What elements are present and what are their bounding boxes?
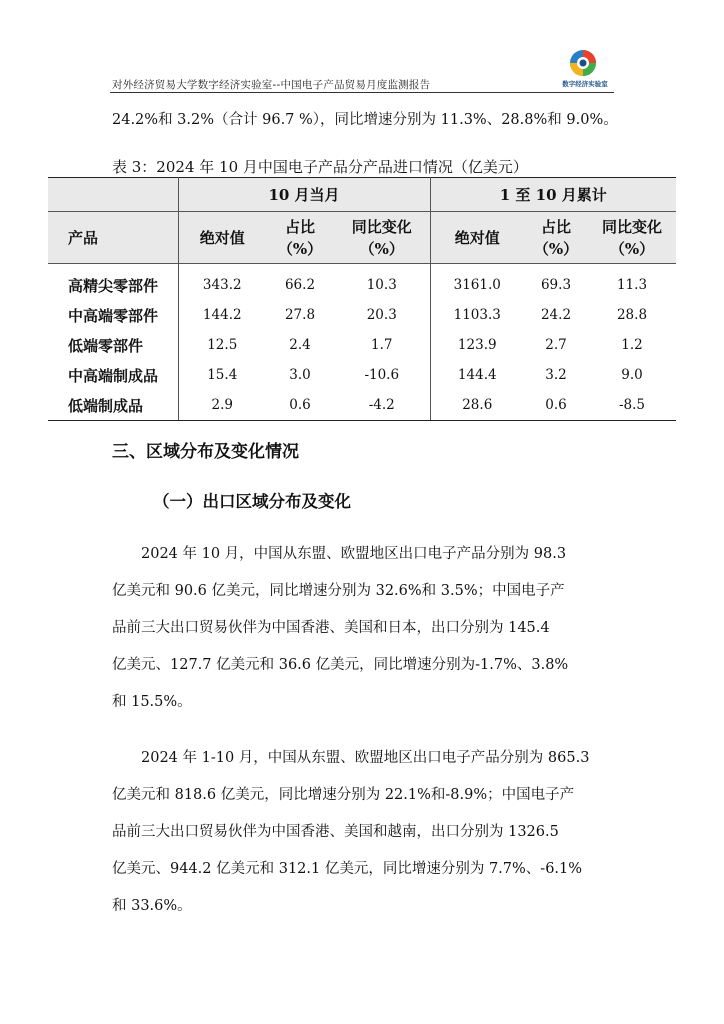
cell-cum-share: 0.6 bbox=[524, 390, 588, 421]
paragraph-line: 和 33.6%。 bbox=[112, 898, 192, 914]
paragraph-line: 亿美元、127.7 亿美元和 36.6 亿美元，同比增速分别为-1.7%、3.8% bbox=[112, 657, 569, 673]
subsection-title: （一）出口区域分布及变化 bbox=[153, 492, 351, 511]
row-product: 低端制成品 bbox=[48, 390, 178, 421]
cell-month-abs: 15.4 bbox=[207, 367, 238, 383]
cell-month-abs: 343.2 bbox=[202, 277, 242, 293]
cell-cum-yoy: 28.8 bbox=[616, 307, 648, 323]
cell-month-yoy: 1.7 bbox=[334, 330, 430, 360]
col-month-share: 占比 （%） bbox=[266, 212, 334, 264]
cell-month-abs: 12.5 bbox=[207, 337, 238, 353]
row-product: 中高端零部件 bbox=[48, 300, 178, 330]
cell-cum-abs: 144.4 bbox=[457, 367, 497, 383]
report-header: 对外经济贸易大学数字经济实验室--中国电子产品贸易月度监测报告 bbox=[112, 79, 431, 91]
cell-month-yoy: -4.2 bbox=[334, 390, 430, 421]
cell-cum-share: 3.2 bbox=[545, 367, 567, 383]
logo-text: 数字经济实验室 bbox=[562, 80, 608, 88]
paragraph-line: 亿美元和 90.6 亿美元，同比增速分别为 32.6%和 3.5%；中国电子产 bbox=[112, 583, 565, 599]
paragraph-line: 品前三大出口贸易伙伴为中国香港、美国和越南，出口分别为 1326.5 bbox=[112, 824, 559, 840]
table-row bbox=[48, 264, 676, 301]
header-month: 10 月当月 bbox=[178, 178, 430, 212]
row-product: 低端零部件 bbox=[48, 330, 178, 360]
paragraph-line: 2024 年 10 月，中国从东盟、欧盟地区出口电子产品分别为 98.3 bbox=[112, 546, 567, 562]
section-title: 三、区域分布及变化情况 bbox=[112, 442, 299, 462]
col-cum-abs: 绝对值 bbox=[430, 212, 524, 264]
cell-cum-yoy: 9.0 bbox=[621, 367, 643, 383]
cell-month-share: 2.4 bbox=[289, 337, 311, 353]
cell-cum-yoy: 1.2 bbox=[621, 337, 643, 353]
logo-globe-icon bbox=[568, 48, 598, 78]
col-month-yoy: 同比变化 （%） bbox=[334, 212, 430, 264]
cell-cum-share: 2.7 bbox=[545, 337, 567, 353]
cell-cum-abs: 1103.3 bbox=[453, 307, 501, 323]
paragraph-line: 和 15.5%。 bbox=[112, 694, 192, 710]
cell-month-yoy: 20.3 bbox=[334, 300, 430, 330]
cell-month-abs: 144.2 bbox=[202, 307, 242, 323]
paragraph-line: 亿美元和 818.6 亿美元，同比增速分别为 22.1%和-8.9%；中国电子产 bbox=[112, 787, 575, 803]
paragraph-line: 2024 年 1-10 月，中国从东盟、欧盟地区出口电子产品分别为 865.3 bbox=[112, 750, 590, 766]
col-product: 产品 bbox=[48, 212, 178, 264]
col-cum-share: 占比 （%） bbox=[524, 212, 588, 264]
cell-month-share: 66.2 bbox=[284, 277, 316, 293]
header-cumulative: 1 至 10 月累计 bbox=[430, 178, 676, 212]
intro-line: 24.2%和 3.2%（合计 96.7 %），同比增速分别为 11.3%、28.8%和 9.0%。 bbox=[112, 112, 618, 128]
col-month-abs: 绝对值 bbox=[178, 212, 266, 264]
header-blank-cell bbox=[48, 178, 178, 212]
cell-cum-share: 24.2 bbox=[540, 307, 572, 323]
cell-month-abs: 2.9 bbox=[178, 390, 266, 421]
cell-month-yoy: 10.3 bbox=[334, 264, 430, 301]
cell-cum-share: 69.3 bbox=[540, 277, 572, 293]
table-caption: 表 3：2024 年 10 月中国电子产品分产品进口情况（亿美元） bbox=[112, 158, 528, 176]
cell-month-yoy: -10.6 bbox=[334, 360, 430, 390]
cell-cum-yoy: 11.3 bbox=[616, 277, 648, 293]
cell-cum-abs: 123.9 bbox=[457, 337, 497, 353]
table-row bbox=[48, 330, 676, 360]
table-row bbox=[48, 390, 676, 421]
cell-month-share: 3.0 bbox=[289, 367, 311, 383]
cell-month-share: 0.6 bbox=[266, 390, 334, 421]
row-product: 中高端制成品 bbox=[48, 360, 178, 390]
cell-cum-abs: 3161.0 bbox=[453, 277, 501, 293]
table-group-header-row bbox=[48, 178, 676, 212]
import-table bbox=[48, 177, 676, 421]
table-row bbox=[48, 360, 676, 390]
paragraph-line: 品前三大出口贸易伙伴为中国香港、美国和日本，出口分别为 145.4 bbox=[112, 620, 550, 636]
cell-cum-abs: 28.6 bbox=[430, 390, 524, 421]
row-product: 高精尖零部件 bbox=[48, 264, 178, 301]
col-cum-yoy: 同比变化 （%） bbox=[588, 212, 676, 264]
header-divider bbox=[110, 92, 614, 93]
table-row bbox=[48, 300, 676, 330]
paragraph-line: 亿美元、944.2 亿美元和 312.1 亿美元，同比增速分别为 7.7%、-6.1% bbox=[112, 861, 583, 877]
lab-logo bbox=[554, 48, 616, 90]
table-column-header-row bbox=[48, 212, 676, 264]
cell-cum-yoy: -8.5 bbox=[588, 390, 676, 421]
cell-month-share: 27.8 bbox=[284, 307, 316, 323]
